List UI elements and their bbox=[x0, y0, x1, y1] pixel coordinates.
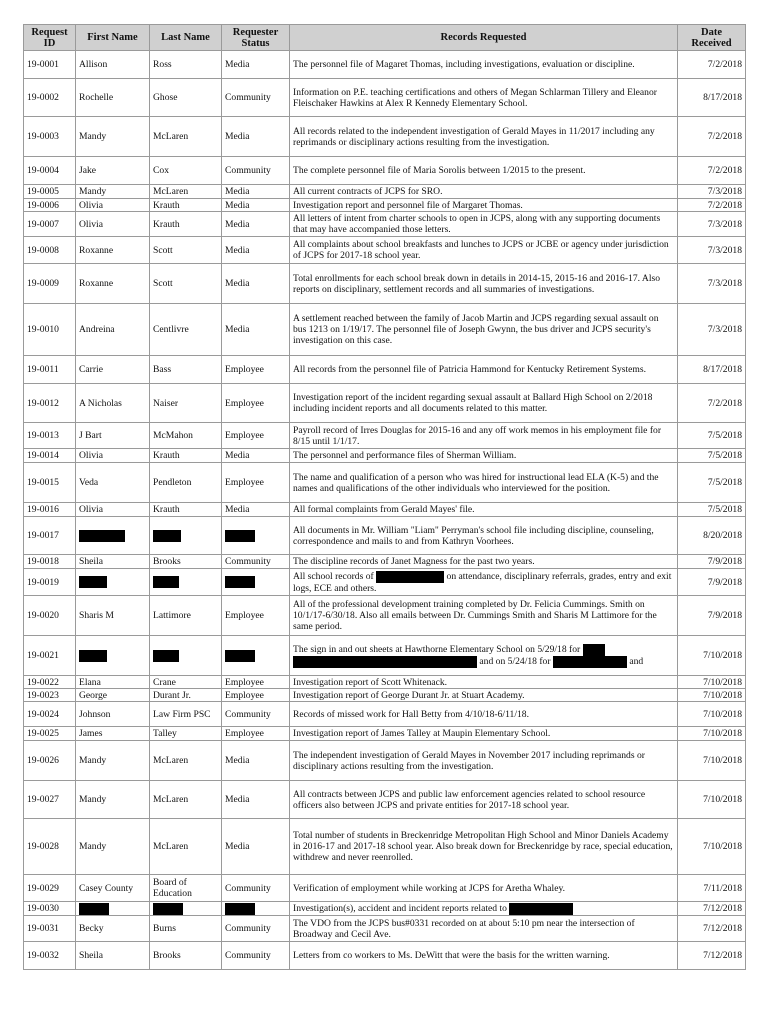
last-name-cell: Board of Education bbox=[150, 875, 222, 902]
records-cell: Total enrollments for each school break down in details in 2014-15, 2015-16 and 2016-17. Also reports on disciplinary, settlement records and all summaries of investigations. bbox=[290, 264, 678, 304]
status-cell: Community bbox=[222, 79, 290, 117]
first-name-cell: James bbox=[76, 727, 150, 741]
date-cell: 8/20/2018 bbox=[678, 517, 746, 555]
table-row bbox=[24, 596, 746, 636]
last-name-cell: Centlivre bbox=[150, 304, 222, 356]
last-name-cell: Burns bbox=[150, 916, 222, 942]
table-row bbox=[24, 741, 746, 781]
records-cell: The personnel file of Magaret Thomas, including investigations, evaluation or discipline. bbox=[290, 51, 678, 79]
records-cell: Letters from co workers to Ms. DeWitt that were the basis for the written warning. bbox=[290, 942, 678, 970]
records-cell: All of the professional development training completed by Dr. Felicia Cummings. Smith on 10/1/17-6/30/18. Also all emails between Dr. Cummings Smith and Sharis M Lattimore for the same period. bbox=[290, 596, 678, 636]
first-name-cell: Jake bbox=[76, 157, 150, 185]
table-row bbox=[24, 517, 746, 555]
last-name-cell: Lattimore bbox=[150, 596, 222, 636]
status-cell: Community bbox=[222, 942, 290, 970]
last-name-cell: McLaren bbox=[150, 741, 222, 781]
table-header-row bbox=[24, 25, 746, 51]
records-text-part: and bbox=[629, 655, 644, 667]
first-name-cell: Olivia bbox=[76, 449, 150, 463]
last-name-cell: Naiser bbox=[150, 384, 222, 423]
status-cell: Employee bbox=[222, 423, 290, 449]
last-name-cell: McLaren bbox=[150, 819, 222, 875]
header-request-id: Request ID bbox=[24, 25, 76, 51]
first-name-cell: Sheila bbox=[76, 555, 150, 569]
records-cell: The VDO from the JCPS bus#0331 recorded on at about 5:10 pm near the intersection of Broadway and Cecil Ave. bbox=[290, 916, 678, 942]
first-name-cell: Olivia bbox=[76, 212, 150, 237]
request-id-cell: 19-0004 bbox=[24, 157, 76, 185]
request-id-cell: 19-0003 bbox=[24, 117, 76, 157]
status-cell bbox=[222, 902, 290, 916]
redaction-bar bbox=[225, 576, 255, 588]
table-row bbox=[24, 449, 746, 463]
last-name-cell: Scott bbox=[150, 264, 222, 304]
status-cell: Media bbox=[222, 449, 290, 463]
records-text-part: Investigation(s), accident and incident reports related to bbox=[293, 902, 507, 914]
records-cell: The personnel and performance files of Sherman William. bbox=[290, 449, 678, 463]
records-cell: Investigation report of James Talley at Maupin Elementary School. bbox=[290, 727, 678, 741]
table-row bbox=[24, 304, 746, 356]
redaction-bar bbox=[509, 903, 573, 915]
first-name-cell: Mandy bbox=[76, 741, 150, 781]
status-cell: Community bbox=[222, 157, 290, 185]
date-cell: 7/12/2018 bbox=[678, 916, 746, 942]
last-name-cell: McLaren bbox=[150, 185, 222, 199]
table-row bbox=[24, 264, 746, 304]
request-id-cell: 19-0006 bbox=[24, 199, 76, 212]
request-id-cell: 19-0021 bbox=[24, 636, 76, 676]
status-cell: Media bbox=[222, 741, 290, 781]
redaction-bar bbox=[553, 656, 627, 668]
records-cell: All letters of intent from charter schools to open in JCPS, along with any supporting documents that may have accompanied those letters. bbox=[290, 212, 678, 237]
status-cell: Employee bbox=[222, 676, 290, 689]
first-name-cell: A Nicholas bbox=[76, 384, 150, 423]
first-name-cell: Sharis M bbox=[76, 596, 150, 636]
first-name-cell: Johnson bbox=[76, 702, 150, 727]
status-cell: Media bbox=[222, 781, 290, 819]
status-cell: Employee bbox=[222, 463, 290, 503]
records-text-part: All school records of bbox=[293, 570, 374, 582]
date-cell: 8/17/2018 bbox=[678, 356, 746, 384]
date-cell: 7/10/2018 bbox=[678, 676, 746, 689]
redaction-bar bbox=[153, 576, 179, 588]
status-cell bbox=[222, 517, 290, 555]
last-name-cell bbox=[150, 902, 222, 916]
last-name-cell: Law Firm PSC bbox=[150, 702, 222, 727]
status-cell: Media bbox=[222, 819, 290, 875]
date-cell: 7/5/2018 bbox=[678, 503, 746, 517]
table-row bbox=[24, 555, 746, 569]
request-id-cell: 19-0031 bbox=[24, 916, 76, 942]
records-cell: Information on P.E. teaching certifications and others of Megan Schlarman Tillery and Eleanor Fleischaker Hawkins at Alex R Kennedy Elementary School. bbox=[290, 79, 678, 117]
records-cell: The independent investigation of Gerald Mayes in November 2017 including reprimands or disciplinary actions resulting from the investigation. bbox=[290, 741, 678, 781]
status-cell: Community bbox=[222, 702, 290, 727]
redaction-bar bbox=[79, 576, 107, 588]
request-id-cell: 19-0001 bbox=[24, 51, 76, 79]
request-id-cell: 19-0010 bbox=[24, 304, 76, 356]
date-cell: 7/12/2018 bbox=[678, 902, 746, 916]
status-cell: Media bbox=[222, 185, 290, 199]
table-row bbox=[24, 702, 746, 727]
redaction-bar bbox=[79, 903, 109, 915]
records-cell: Investigation report of the incident regarding sexual assault at Ballard High School on 2/2018 including incident reports and all documents related to this matter. bbox=[290, 384, 678, 423]
request-id-cell: 19-0002 bbox=[24, 79, 76, 117]
records-cell: Total number of students in Breckenridge Metropolitan High School and Minor Daniels Academy in 2016-17 and 2017-18 school year. Also break down for Breckenridge by race, special education, withdrew and never reenrolled. bbox=[290, 819, 678, 875]
table-row bbox=[24, 689, 746, 702]
status-cell: Employee bbox=[222, 356, 290, 384]
date-cell: 7/9/2018 bbox=[678, 596, 746, 636]
last-name-cell: Cox bbox=[150, 157, 222, 185]
status-cell: Media bbox=[222, 503, 290, 517]
first-name-cell: Olivia bbox=[76, 199, 150, 212]
records-text-part: and on 5/24/18 for bbox=[479, 655, 551, 667]
table-row bbox=[24, 212, 746, 237]
first-name-cell: Becky bbox=[76, 916, 150, 942]
first-name-cell: Veda bbox=[76, 463, 150, 503]
date-cell: 7/5/2018 bbox=[678, 463, 746, 503]
table-row bbox=[24, 356, 746, 384]
request-id-cell: 19-0018 bbox=[24, 555, 76, 569]
first-name-cell: Mandy bbox=[76, 117, 150, 157]
date-cell: 7/9/2018 bbox=[678, 555, 746, 569]
redaction-bar bbox=[79, 530, 125, 542]
last-name-cell: Brooks bbox=[150, 942, 222, 970]
last-name-cell bbox=[150, 636, 222, 676]
request-id-cell: 19-0028 bbox=[24, 819, 76, 875]
table-row bbox=[24, 942, 746, 970]
date-cell: 7/10/2018 bbox=[678, 636, 746, 676]
date-cell: 7/10/2018 bbox=[678, 727, 746, 741]
date-cell: 8/17/2018 bbox=[678, 79, 746, 117]
last-name-cell bbox=[150, 569, 222, 596]
date-cell: 7/10/2018 bbox=[678, 741, 746, 781]
first-name-cell: Mandy bbox=[76, 185, 150, 199]
records-cell: Investigation report of George Durant Jr. at Stuart Academy. bbox=[290, 689, 678, 702]
table-row bbox=[24, 237, 746, 264]
first-name-cell: Allison bbox=[76, 51, 150, 79]
last-name-cell: Brooks bbox=[150, 555, 222, 569]
redaction-bar bbox=[79, 650, 107, 662]
request-id-cell: 19-0026 bbox=[24, 741, 76, 781]
header-date-received: Date Received bbox=[678, 25, 746, 51]
records-cell: All records from the personnel file of Patricia Hammond for Kentucky Retirement Systems. bbox=[290, 356, 678, 384]
date-cell: 7/5/2018 bbox=[678, 423, 746, 449]
request-id-cell: 19-0007 bbox=[24, 212, 76, 237]
status-cell: Media bbox=[222, 51, 290, 79]
table-row bbox=[24, 157, 746, 185]
last-name-cell: Bass bbox=[150, 356, 222, 384]
table-row bbox=[24, 676, 746, 689]
date-cell: 7/2/2018 bbox=[678, 157, 746, 185]
first-name-cell: J Bart bbox=[76, 423, 150, 449]
records-cell bbox=[290, 902, 678, 916]
status-cell: Community bbox=[222, 916, 290, 942]
date-cell: 7/12/2018 bbox=[678, 942, 746, 970]
request-id-cell: 19-0016 bbox=[24, 503, 76, 517]
request-id-cell: 19-0022 bbox=[24, 676, 76, 689]
records-cell: A settlement reached between the family of Jacob Martin and JCPS regarding sexual assault on bus 1213 on 1/19/17. The personnel file of Joseph Gwynn, the bus driver and JCPS security's investigation on this case. bbox=[290, 304, 678, 356]
table-row bbox=[24, 569, 746, 596]
records-cell: Investigation report and personnel file of Margaret Thomas. bbox=[290, 199, 678, 212]
last-name-cell: Crane bbox=[150, 676, 222, 689]
status-cell: Media bbox=[222, 212, 290, 237]
date-cell: 7/11/2018 bbox=[678, 875, 746, 902]
status-cell: Employee bbox=[222, 596, 290, 636]
table-row bbox=[24, 463, 746, 503]
status-cell: Community bbox=[222, 555, 290, 569]
date-cell: 7/3/2018 bbox=[678, 304, 746, 356]
first-name-cell: Mandy bbox=[76, 819, 150, 875]
first-name-cell bbox=[76, 517, 150, 555]
table-row bbox=[24, 819, 746, 875]
redaction-bar bbox=[225, 650, 255, 662]
records-cell: Records of missed work for Hall Betty from 4/10/18-6/11/18. bbox=[290, 702, 678, 727]
table-row bbox=[24, 503, 746, 517]
records-text-part: The sign in and out sheets at Hawthorne Elementary School on 5/29/18 for bbox=[293, 643, 581, 655]
records-cell: All complaints about school breakfasts and lunches to JCPS or JCBE or agency under jurisdiction of JCPS for 2017-18 school year. bbox=[290, 237, 678, 264]
request-id-cell: 19-0030 bbox=[24, 902, 76, 916]
first-name-cell bbox=[76, 569, 150, 596]
table-row bbox=[24, 902, 746, 916]
records-request-table bbox=[23, 24, 746, 970]
redaction-bar bbox=[153, 530, 181, 542]
request-id-cell: 19-0025 bbox=[24, 727, 76, 741]
records-cell: The discipline records of Janet Magness for the past two years. bbox=[290, 555, 678, 569]
request-id-cell: 19-0009 bbox=[24, 264, 76, 304]
first-name-cell: Casey County bbox=[76, 875, 150, 902]
date-cell: 7/5/2018 bbox=[678, 449, 746, 463]
first-name-cell bbox=[76, 902, 150, 916]
status-cell: Employee bbox=[222, 384, 290, 423]
request-id-cell: 19-0029 bbox=[24, 875, 76, 902]
last-name-cell: Talley bbox=[150, 727, 222, 741]
status-cell: Employee bbox=[222, 689, 290, 702]
first-name-cell: Roxanne bbox=[76, 237, 150, 264]
first-name-cell: Rochelle bbox=[76, 79, 150, 117]
table-row bbox=[24, 727, 746, 741]
date-cell: 7/2/2018 bbox=[678, 117, 746, 157]
table-row bbox=[24, 79, 746, 117]
header-first-name: First Name bbox=[76, 25, 150, 51]
last-name-cell: Krauth bbox=[150, 503, 222, 517]
request-id-cell: 19-0012 bbox=[24, 384, 76, 423]
records-cell: Payroll record of Irres Douglas for 2015-16 and any off work memos in his employment file for 8/15 until 1/1/17. bbox=[290, 423, 678, 449]
request-id-cell: 19-0013 bbox=[24, 423, 76, 449]
last-name-cell: Krauth bbox=[150, 199, 222, 212]
records-text-part: on attendance, disciplinary referrals, grades, entry and exit logs, ECE and others. bbox=[293, 570, 672, 594]
redaction-bar bbox=[293, 656, 477, 668]
date-cell: 7/9/2018 bbox=[678, 569, 746, 596]
first-name-cell bbox=[76, 636, 150, 676]
first-name-cell: Elana bbox=[76, 676, 150, 689]
status-cell: Media bbox=[222, 264, 290, 304]
table-row bbox=[24, 384, 746, 423]
first-name-cell: Mandy bbox=[76, 781, 150, 819]
request-id-cell: 19-0017 bbox=[24, 517, 76, 555]
last-name-cell: McLaren bbox=[150, 781, 222, 819]
request-id-cell: 19-0005 bbox=[24, 185, 76, 199]
date-cell: 7/3/2018 bbox=[678, 264, 746, 304]
last-name-cell: Ross bbox=[150, 51, 222, 79]
records-cell: The name and qualification of a person who was hired for instructional lead ELA (K-5) and the names and qualifications of the other individuals who interviewed for the position. bbox=[290, 463, 678, 503]
request-id-cell: 19-0008 bbox=[24, 237, 76, 264]
header-records-requested: Records Requested bbox=[290, 25, 678, 51]
records-cell bbox=[290, 569, 678, 596]
first-name-cell: Olivia bbox=[76, 503, 150, 517]
last-name-cell: Krauth bbox=[150, 212, 222, 237]
request-id-cell: 19-0023 bbox=[24, 689, 76, 702]
last-name-cell: McMahon bbox=[150, 423, 222, 449]
request-id-cell: 19-0024 bbox=[24, 702, 76, 727]
records-cell: All documents in Mr. William "Liam" Perryman's school file including discipline, counseling, correspondence and mails to and from Kathryn Voorhees. bbox=[290, 517, 678, 555]
first-name-cell: George bbox=[76, 689, 150, 702]
records-cell: The complete personnel file of Maria Sorolis between 1/2015 to the present. bbox=[290, 157, 678, 185]
last-name-cell: Krauth bbox=[150, 449, 222, 463]
table-row bbox=[24, 781, 746, 819]
request-id-cell: 19-0011 bbox=[24, 356, 76, 384]
records-cell: Verification of employment while working at JCPS for Aretha Whaley. bbox=[290, 875, 678, 902]
redaction-bar bbox=[153, 650, 179, 662]
records-cell: All contracts between JCPS and public law enforcement agencies related to school resource officers also between JCPS and private entities for 2017-18 school year. bbox=[290, 781, 678, 819]
request-id-cell: 19-0014 bbox=[24, 449, 76, 463]
date-cell: 7/2/2018 bbox=[678, 384, 746, 423]
first-name-cell: Carrie bbox=[76, 356, 150, 384]
redaction-bar bbox=[153, 903, 183, 915]
date-cell: 7/10/2018 bbox=[678, 819, 746, 875]
table-row bbox=[24, 916, 746, 942]
status-cell: Media bbox=[222, 199, 290, 212]
header-requester-status: Requester Status bbox=[222, 25, 290, 51]
records-cell bbox=[290, 636, 678, 676]
table-row bbox=[24, 636, 746, 676]
status-cell bbox=[222, 636, 290, 676]
status-cell bbox=[222, 569, 290, 596]
status-cell: Community bbox=[222, 875, 290, 902]
status-cell: Media bbox=[222, 117, 290, 157]
table-row bbox=[24, 423, 746, 449]
records-cell: All formal complaints from Gerald Mayes' file. bbox=[290, 503, 678, 517]
header-last-name: Last Name bbox=[150, 25, 222, 51]
date-cell: 7/3/2018 bbox=[678, 185, 746, 199]
date-cell: 7/3/2018 bbox=[678, 212, 746, 237]
redaction-bar bbox=[376, 571, 444, 583]
records-cell: All records related to the independent investigation of Gerald Mayes in 11/2017 including any reprimands or disciplinary actions resulting from the investigation. bbox=[290, 117, 678, 157]
date-cell: 7/10/2018 bbox=[678, 689, 746, 702]
first-name-cell: Sheila bbox=[76, 942, 150, 970]
redaction-bar bbox=[225, 530, 255, 542]
request-id-cell: 19-0015 bbox=[24, 463, 76, 503]
date-cell: 7/2/2018 bbox=[678, 51, 746, 79]
request-id-cell: 19-0020 bbox=[24, 596, 76, 636]
request-id-cell: 19-0027 bbox=[24, 781, 76, 819]
table-row bbox=[24, 185, 746, 199]
last-name-cell: Ghose bbox=[150, 79, 222, 117]
table-row bbox=[24, 117, 746, 157]
request-id-cell: 19-0032 bbox=[24, 942, 76, 970]
records-cell: All current contracts of JCPS for SRO. bbox=[290, 185, 678, 199]
date-cell: 7/10/2018 bbox=[678, 702, 746, 727]
records-cell: Investigation report of Scott Whitenack. bbox=[290, 676, 678, 689]
request-id-cell: 19-0019 bbox=[24, 569, 76, 596]
date-cell: 7/10/2018 bbox=[678, 781, 746, 819]
status-cell: Media bbox=[222, 304, 290, 356]
table-row bbox=[24, 875, 746, 902]
status-cell: Employee bbox=[222, 727, 290, 741]
last-name-cell: McLaren bbox=[150, 117, 222, 157]
date-cell: 7/2/2018 bbox=[678, 199, 746, 212]
status-cell: Media bbox=[222, 237, 290, 264]
first-name-cell: Andreina bbox=[76, 304, 150, 356]
last-name-cell: Pendleton bbox=[150, 463, 222, 503]
first-name-cell: Roxanne bbox=[76, 264, 150, 304]
last-name-cell: Scott bbox=[150, 237, 222, 264]
table-row bbox=[24, 199, 746, 212]
last-name-cell bbox=[150, 517, 222, 555]
last-name-cell: Durant Jr. bbox=[150, 689, 222, 702]
table-row bbox=[24, 51, 746, 79]
redaction-bar bbox=[225, 903, 255, 915]
redaction-bar bbox=[583, 644, 605, 656]
date-cell: 7/3/2018 bbox=[678, 237, 746, 264]
